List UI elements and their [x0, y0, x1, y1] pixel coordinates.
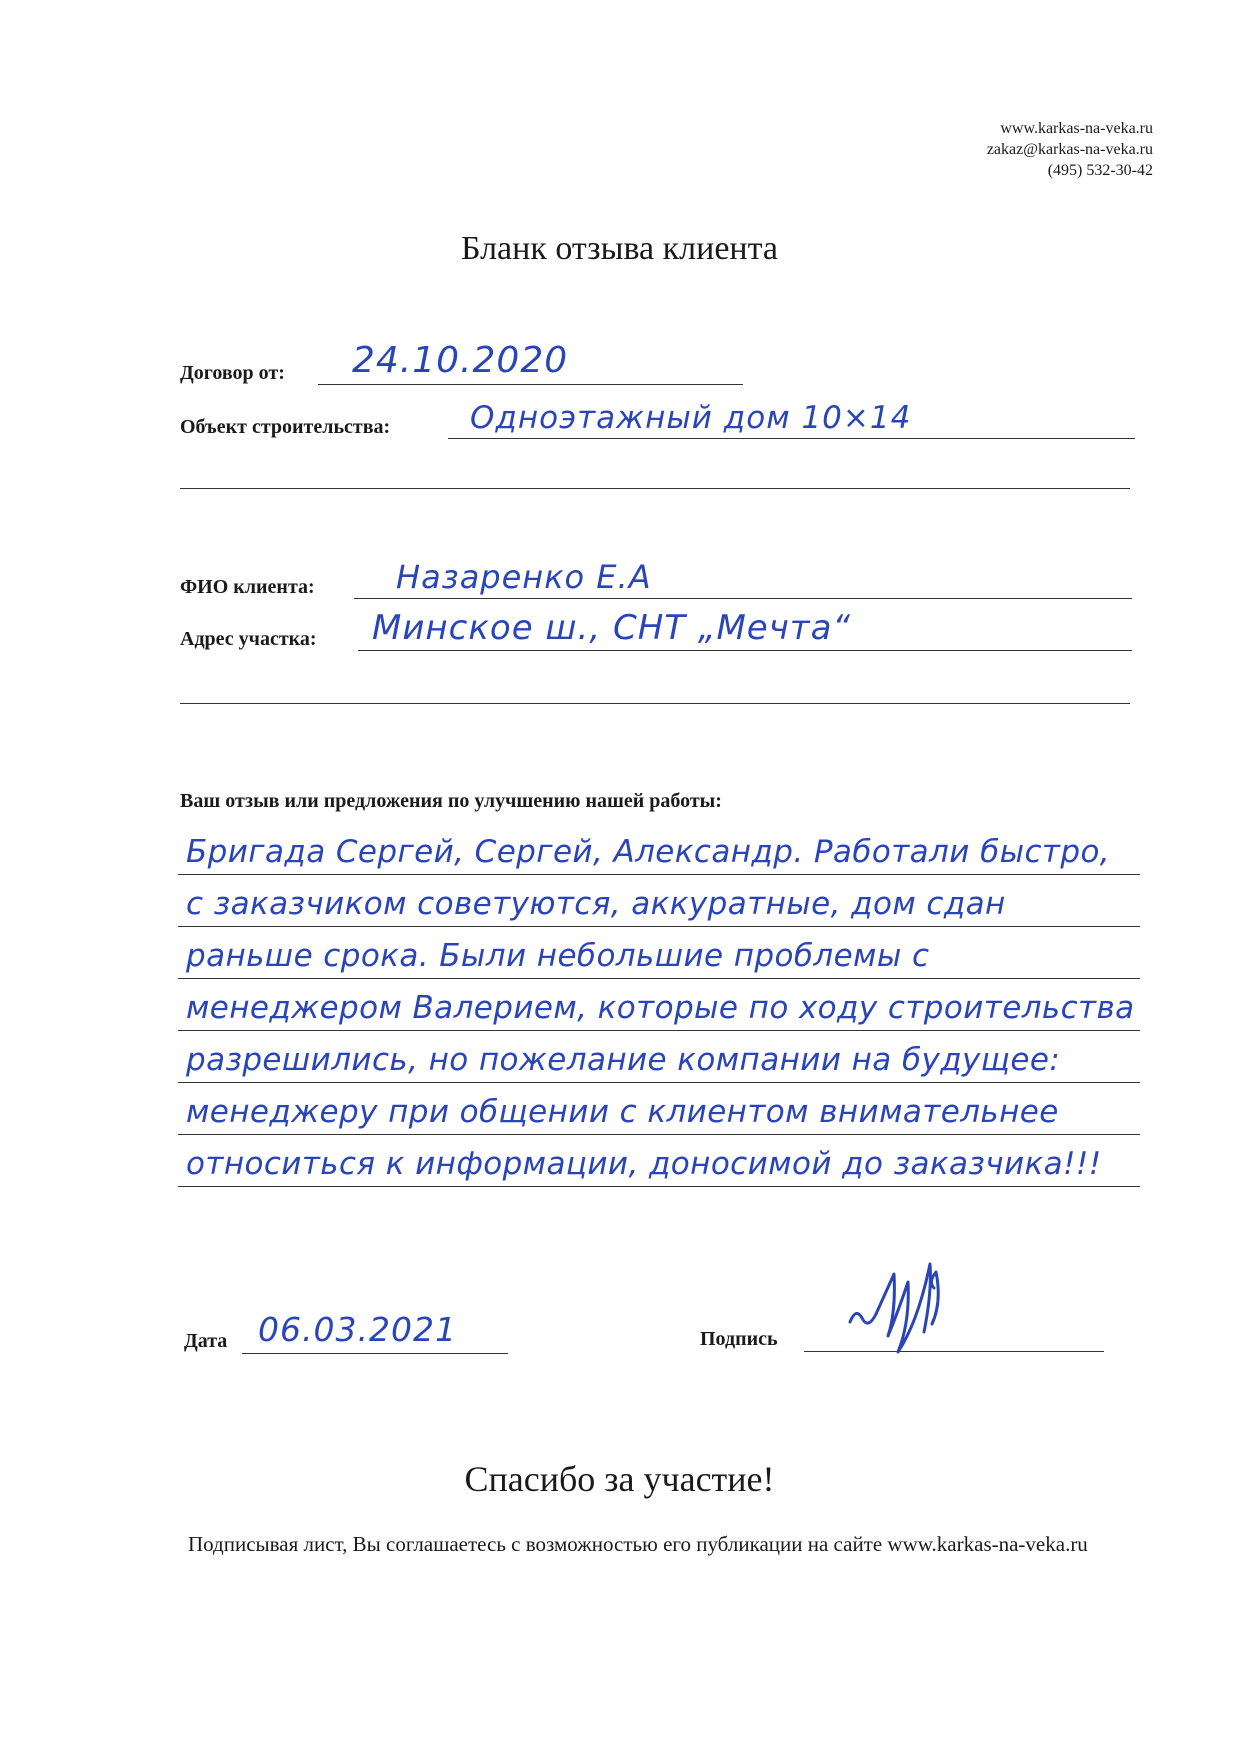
object-line-2	[180, 488, 1130, 489]
review-line: Бригада Сергей, Сергей, Александр. Работали быстро,	[178, 822, 1140, 875]
signature-mark	[838, 1252, 998, 1362]
contract-value[interactable]: 24.10.2020	[352, 340, 569, 381]
review-line: относиться к информации, доносимой до заказчика!!!	[178, 1134, 1140, 1187]
review-line: менеджером Валерием, которые по ходу строительства	[178, 978, 1140, 1031]
date-value[interactable]: 06.03.2021	[258, 1310, 457, 1349]
address-value[interactable]: Минское ш., СНТ „Мечта“	[372, 608, 852, 648]
client-label: ФИО клиента:	[180, 576, 315, 598]
object-value[interactable]: Одноэтажный дом 10×14	[470, 400, 912, 436]
address-line	[358, 650, 1132, 651]
contract-line	[318, 384, 743, 385]
object-label: Объект строительства:	[180, 416, 391, 438]
review-line: разрешились, но пожелание компании на будущее:	[178, 1030, 1140, 1083]
client-line	[354, 598, 1132, 599]
object-line	[448, 438, 1135, 439]
date-line	[242, 1353, 508, 1354]
review-line: раньше срока. Были небольшие проблемы с	[178, 926, 1140, 979]
website-link[interactable]: www.karkas-na-veka.ru	[1000, 120, 1153, 137]
consent-note: Подписывая лист, Вы соглашаетесь с возможностью его публикации на сайте www.karkas-na-veka.ru	[188, 1532, 1088, 1556]
address-line-2	[180, 703, 1130, 704]
phone-number: (495) 532-30-42	[1047, 162, 1153, 179]
email-link[interactable]: zakaz@karkas-na-veka.ru	[986, 141, 1153, 158]
address-label: Адрес участка:	[180, 628, 317, 650]
review-label: Ваш отзыв или предложения по улучшению нашей работы:	[180, 790, 722, 812]
contact-block	[987, 118, 1153, 181]
page-title: Бланк отзыва клиента	[461, 230, 778, 267]
date-label: Дата	[184, 1330, 228, 1352]
client-value[interactable]: Назаренко Е.А	[396, 558, 652, 596]
signature-label: Подпись	[700, 1328, 778, 1350]
thanks-message: Спасибо за участие!	[464, 1459, 775, 1499]
review-line: менеджеру при общении с клиентом внимательнее	[178, 1082, 1140, 1135]
review-line: с заказчиком советуются, аккуратные, дом сдан	[178, 874, 1140, 927]
contract-label: Договор от:	[180, 362, 285, 384]
